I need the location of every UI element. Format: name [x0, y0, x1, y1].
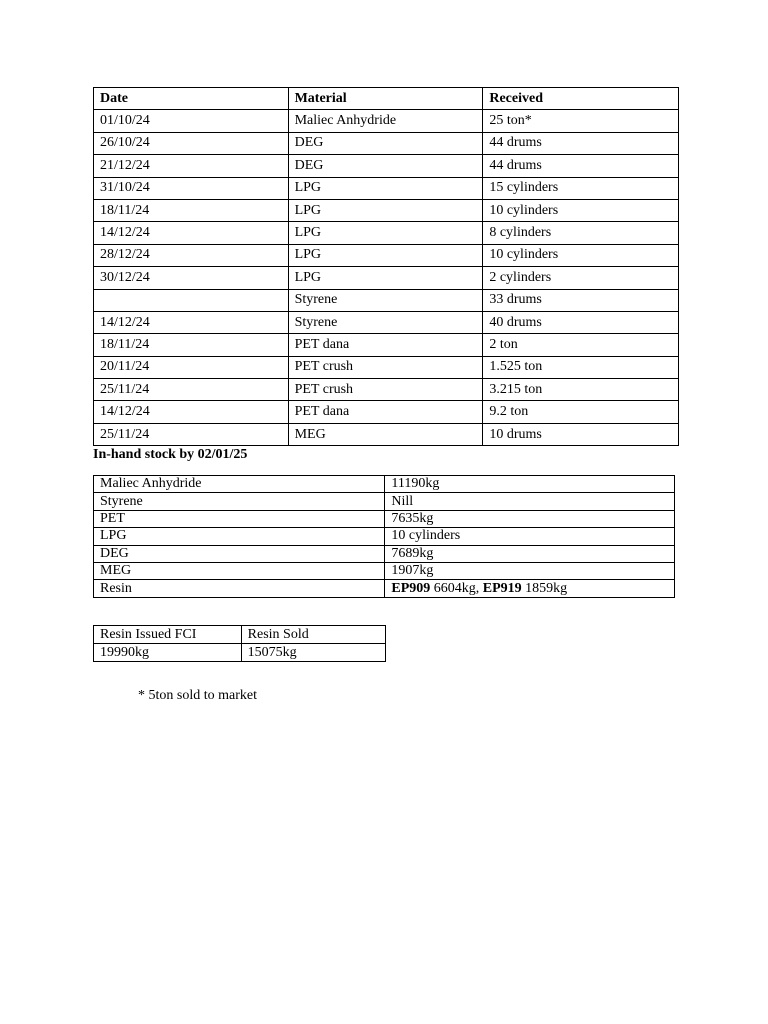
receipts-table — [93, 87, 679, 446]
stock-material-cell: DEG — [94, 545, 385, 562]
table-row — [94, 545, 675, 562]
received-cell: 10 cylinders — [483, 199, 679, 221]
date-cell: 25/11/24 — [94, 379, 289, 401]
date-cell: 18/11/24 — [94, 334, 289, 356]
table-row — [94, 132, 679, 154]
material-cell: MEG — [288, 423, 483, 445]
date-cell: 18/11/24 — [94, 199, 289, 221]
footnote: * 5ton sold to market — [138, 688, 257, 703]
material-cell: Styrene — [288, 311, 483, 333]
table-row — [94, 177, 679, 199]
date-cell: 26/10/24 — [94, 132, 289, 154]
resin-quantity: 6604kg, — [430, 580, 483, 596]
date-cell: 14/12/24 — [94, 222, 289, 244]
date-cell: 28/12/24 — [94, 244, 289, 266]
column-header-received: Received — [483, 88, 679, 110]
material-cell: PET crush — [288, 379, 483, 401]
table-row — [94, 510, 675, 527]
table-header-row — [94, 88, 679, 110]
table-row — [94, 244, 679, 266]
resin-issued-value: 19990kg — [94, 644, 242, 662]
stock-heading: In-hand stock by 02/01/25 — [93, 447, 248, 462]
received-cell: 25 ton* — [483, 110, 679, 132]
stock-material-cell: PET — [94, 510, 385, 527]
stock-quantity-cell: Nill — [385, 493, 675, 510]
date-cell: 20/11/24 — [94, 356, 289, 378]
resin-quantity: 1859kg — [521, 580, 568, 596]
material-cell: LPG — [288, 199, 483, 221]
resin-grade: EP919 — [482, 580, 522, 596]
table-row — [94, 423, 679, 445]
date-cell: 14/12/24 — [94, 401, 289, 423]
date-cell: 25/11/24 — [94, 423, 289, 445]
material-cell: LPG — [288, 267, 483, 289]
table-header-row — [94, 626, 386, 644]
received-cell: 33 drums — [483, 289, 679, 311]
resin-stock-cell — [385, 580, 675, 597]
column-header-material: Material — [288, 88, 483, 110]
material-cell: PET crush — [288, 356, 483, 378]
table-row — [94, 379, 679, 401]
material-cell: LPG — [288, 244, 483, 266]
resin-issued-header: Resin Issued FCI — [94, 626, 242, 644]
received-cell: 2 cylinders — [483, 267, 679, 289]
table-row — [94, 199, 679, 221]
received-cell: 10 cylinders — [483, 244, 679, 266]
received-cell: 8 cylinders — [483, 222, 679, 244]
table-row — [94, 493, 675, 510]
material-cell: DEG — [288, 155, 483, 177]
table-row — [94, 289, 679, 311]
received-cell: 3.215 ton — [483, 379, 679, 401]
date-cell: 21/12/24 — [94, 155, 289, 177]
table-row — [94, 222, 679, 244]
received-cell: 15 cylinders — [483, 177, 679, 199]
stock-quantity-cell: 7635kg — [385, 510, 675, 527]
table-row — [94, 356, 679, 378]
date-cell: 14/12/24 — [94, 311, 289, 333]
stock-material-cell: MEG — [94, 562, 385, 579]
resin-sold-header: Resin Sold — [241, 626, 385, 644]
table-row — [94, 267, 679, 289]
stock-quantity-cell: 10 cylinders — [385, 528, 675, 545]
received-cell: 9.2 ton — [483, 401, 679, 423]
resin-sold-value: 15075kg — [241, 644, 385, 662]
table-row — [94, 155, 679, 177]
stock-quantity-cell: 7689kg — [385, 545, 675, 562]
table-row — [94, 110, 679, 132]
resin-summary-table — [93, 625, 386, 662]
stock-material-cell: Resin — [94, 580, 385, 597]
material-cell: PET dana — [288, 334, 483, 356]
material-cell: LPG — [288, 177, 483, 199]
received-cell: 1.525 ton — [483, 356, 679, 378]
table-row — [94, 580, 675, 597]
table-row — [94, 644, 386, 662]
stock-material-cell: Maliec Anhydride — [94, 476, 385, 493]
received-cell: 10 drums — [483, 423, 679, 445]
table-row — [94, 476, 675, 493]
date-cell: 30/12/24 — [94, 267, 289, 289]
material-cell: Styrene — [288, 289, 483, 311]
material-cell: Maliec Anhydride — [288, 110, 483, 132]
date-cell — [94, 289, 289, 311]
stock-material-cell: Styrene — [94, 493, 385, 510]
received-cell: 40 drums — [483, 311, 679, 333]
stock-quantity-cell: 1907kg — [385, 562, 675, 579]
table-row — [94, 311, 679, 333]
stock-table — [93, 475, 675, 598]
material-cell: PET dana — [288, 401, 483, 423]
column-header-date: Date — [94, 88, 289, 110]
table-row — [94, 401, 679, 423]
stock-quantity-cell: 11190kg — [385, 476, 675, 493]
received-cell: 44 drums — [483, 132, 679, 154]
received-cell: 2 ton — [483, 334, 679, 356]
material-cell: DEG — [288, 132, 483, 154]
date-cell: 01/10/24 — [94, 110, 289, 132]
received-cell: 44 drums — [483, 155, 679, 177]
stock-material-cell: LPG — [94, 528, 385, 545]
resin-grade: EP909 — [391, 580, 431, 596]
table-row — [94, 562, 675, 579]
date-cell: 31/10/24 — [94, 177, 289, 199]
material-cell: LPG — [288, 222, 483, 244]
table-row — [94, 334, 679, 356]
table-row — [94, 528, 675, 545]
